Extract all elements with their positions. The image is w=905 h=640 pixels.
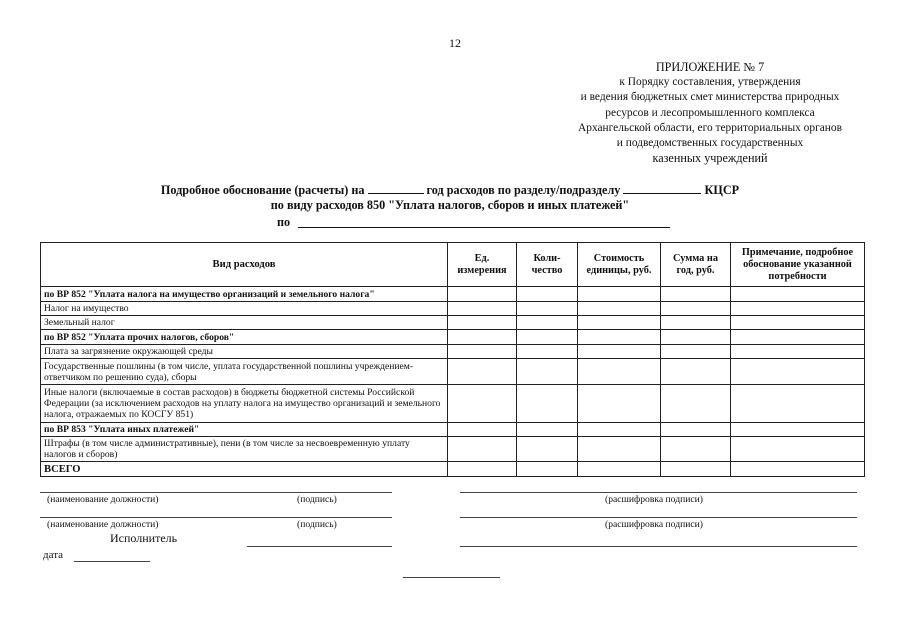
cell-price[interactable] bbox=[578, 330, 661, 345]
cell-note[interactable] bbox=[731, 330, 865, 345]
cell-qty[interactable] bbox=[517, 316, 578, 330]
row-label: ВСЕГО bbox=[41, 462, 448, 477]
table-row bbox=[41, 385, 865, 423]
cell-note[interactable] bbox=[731, 287, 865, 302]
header-price: Стоимость единицы, руб. bbox=[578, 243, 661, 287]
po-blank-line bbox=[298, 227, 670, 228]
cell-unit[interactable] bbox=[448, 302, 517, 316]
cell-price[interactable] bbox=[578, 462, 661, 477]
table-row bbox=[41, 423, 865, 437]
cell-price[interactable] bbox=[578, 359, 661, 385]
header-unit: Ед. измерения bbox=[448, 243, 517, 287]
cell-sum[interactable] bbox=[661, 359, 731, 385]
table-row bbox=[41, 345, 865, 359]
appendix-block bbox=[555, 60, 865, 166]
cell-note[interactable] bbox=[731, 302, 865, 316]
cell-note[interactable] bbox=[731, 462, 865, 477]
caption-position: (наименование должности) bbox=[47, 494, 159, 505]
cell-price[interactable] bbox=[578, 423, 661, 437]
header-type: Вид расходов bbox=[41, 243, 448, 287]
cell-sum[interactable] bbox=[661, 462, 731, 477]
table-row bbox=[41, 330, 865, 345]
signature-line-position-sign[interactable] bbox=[40, 492, 392, 493]
cell-unit[interactable] bbox=[448, 462, 517, 477]
table-row bbox=[41, 302, 865, 316]
cell-note[interactable] bbox=[731, 316, 865, 330]
cell-unit[interactable] bbox=[448, 330, 517, 345]
row-label: Штрафы (в том числе административные), пени (в том числе за несвоевременную уплату налогов и сборов) bbox=[41, 437, 448, 462]
heading-line2: по виду расходов 850 "Уплата налогов, сборов и иных платежей" bbox=[270, 198, 630, 212]
appendix-line: ресурсов и лесопромышленного комплекса bbox=[605, 106, 815, 119]
bottom-rule bbox=[403, 577, 500, 578]
signature-line-decoding[interactable] bbox=[460, 492, 857, 493]
cell-unit[interactable] bbox=[448, 287, 517, 302]
cell-note[interactable] bbox=[731, 359, 865, 385]
cell-note[interactable] bbox=[731, 385, 865, 423]
date-label: дата bbox=[43, 549, 64, 561]
appendix-line: и ведения бюджетных смет министерства природных bbox=[580, 91, 840, 104]
cell-unit[interactable] bbox=[448, 316, 517, 330]
year-blank bbox=[368, 182, 424, 194]
row-label: по ВР 852 "Уплата налога на имущество организаций и земельного налога" bbox=[41, 287, 448, 302]
cell-qty[interactable] bbox=[517, 423, 578, 437]
caption-signature: (подпись) bbox=[297, 494, 337, 505]
po-label: по bbox=[277, 215, 291, 229]
cell-price[interactable] bbox=[578, 385, 661, 423]
executor-name-line[interactable] bbox=[460, 546, 857, 547]
heading-part1: Подробное обоснование (расчеты) на bbox=[160, 183, 365, 197]
document-heading bbox=[100, 182, 800, 213]
caption-decoding: (расшифровка подписи) bbox=[605, 519, 703, 530]
cell-qty[interactable] bbox=[517, 437, 578, 462]
cell-sum[interactable] bbox=[661, 385, 731, 423]
table-row bbox=[41, 316, 865, 330]
cell-price[interactable] bbox=[578, 316, 661, 330]
date-line[interactable] bbox=[74, 561, 150, 562]
heading-part3: КЦСР bbox=[704, 183, 740, 197]
row-label: Земельный налог bbox=[41, 316, 448, 330]
table-row bbox=[41, 437, 865, 462]
table-header-row bbox=[41, 243, 865, 287]
appendix-line: и подведомственных государственных bbox=[616, 137, 804, 150]
table-row bbox=[41, 287, 865, 302]
cell-price[interactable] bbox=[578, 437, 661, 462]
signature-line-decoding[interactable] bbox=[460, 517, 857, 518]
cell-unit[interactable] bbox=[448, 385, 517, 423]
cell-sum[interactable] bbox=[661, 287, 731, 302]
page-number: 12 bbox=[449, 36, 461, 50]
cell-sum[interactable] bbox=[661, 302, 731, 316]
caption-signature: (подпись) bbox=[297, 519, 337, 530]
cell-sum[interactable] bbox=[661, 330, 731, 345]
cell-sum[interactable] bbox=[661, 345, 731, 359]
table-row-total bbox=[41, 462, 865, 477]
cell-note[interactable] bbox=[731, 345, 865, 359]
row-label: Налог на имущество bbox=[41, 302, 448, 316]
cell-unit[interactable] bbox=[448, 359, 517, 385]
appendix-line: казенных учреждений bbox=[652, 151, 768, 166]
row-label: по ВР 853 "Уплата иных платежей" bbox=[41, 423, 448, 437]
cell-qty[interactable] bbox=[517, 345, 578, 359]
heading-part2: год расходов по разделу/подразделу bbox=[426, 183, 621, 197]
appendix-title: ПРИЛОЖЕНИЕ № 7 bbox=[655, 60, 765, 74]
cell-price[interactable] bbox=[578, 302, 661, 316]
cell-note[interactable] bbox=[731, 437, 865, 462]
cell-qty[interactable] bbox=[517, 359, 578, 385]
expenses-table bbox=[40, 242, 865, 477]
cell-qty[interactable] bbox=[517, 302, 578, 316]
cell-unit[interactable] bbox=[448, 437, 517, 462]
row-label: Плата за загрязнение окружающей среды bbox=[41, 345, 448, 359]
cell-sum[interactable] bbox=[661, 423, 731, 437]
appendix-line: к Порядку составления, утверждения bbox=[619, 76, 801, 89]
cell-qty[interactable] bbox=[517, 462, 578, 477]
cell-sum[interactable] bbox=[661, 316, 731, 330]
table-row bbox=[41, 359, 865, 385]
row-label: по ВР 852 "Уплата прочих налогов, сборов" bbox=[41, 330, 448, 345]
appendix-line: Архангельской области, его территориальных органов bbox=[578, 121, 842, 134]
signature-line-position-sign[interactable] bbox=[40, 517, 392, 518]
header-qty: Коли-чество bbox=[517, 243, 578, 287]
cell-qty[interactable] bbox=[517, 330, 578, 345]
caption-position: (наименование должности) bbox=[47, 519, 159, 530]
header-note: Примечание, подробное обоснование указанной потребности bbox=[731, 243, 865, 287]
cell-note[interactable] bbox=[731, 423, 865, 437]
cell-qty[interactable] bbox=[517, 385, 578, 423]
cell-qty[interactable] bbox=[517, 287, 578, 302]
header-sum: Сумма на год, руб. bbox=[661, 243, 731, 287]
cell-unit[interactable] bbox=[448, 345, 517, 359]
cell-unit[interactable] bbox=[448, 423, 517, 437]
executor-label: Исполнитель bbox=[110, 531, 178, 545]
caption-decoding: (расшифровка подписи) bbox=[605, 494, 703, 505]
row-label: Иные налоги (включаемые в состав расходов) в бюджеты бюджетной системы Российской Федерации (за исключением расходов на уплату налога на имущество организаций и земельного налога, отражаемых по КОСГУ 851) bbox=[41, 385, 448, 423]
executor-signature-line[interactable] bbox=[247, 546, 392, 547]
section-blank bbox=[623, 182, 701, 194]
cell-price[interactable] bbox=[578, 287, 661, 302]
row-label: Государственные пошлины (в том числе, уплата государственной пошлины учреждением-ответчиком по решению суда), сборы bbox=[41, 359, 448, 385]
cell-sum[interactable] bbox=[661, 437, 731, 462]
cell-price[interactable] bbox=[578, 345, 661, 359]
